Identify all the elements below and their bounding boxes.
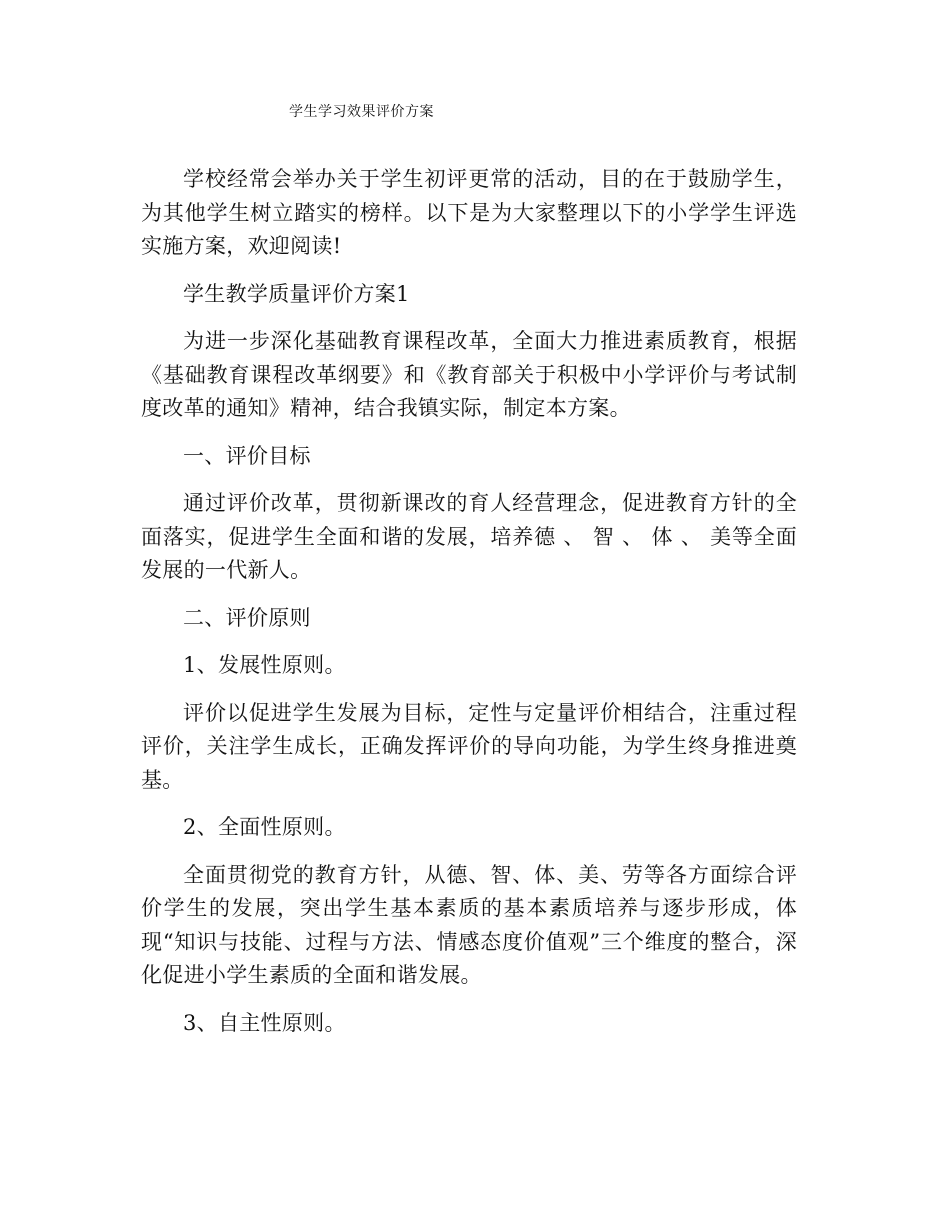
goals-paragraph: 通过评价改革，贯彻新课改的育人经营理念，促进教育方针的全面落实，促进学生全面和谐的发展，培养德 、 智 、 体 、 美等全面发展的一代新人。: [141, 491, 797, 582]
principle-comprehensive-paragraph: 全面贯彻党的教育方针，从德、智、体、美、劳等各方面综合评价学生的发展，突出学生基本素质的基本素质培养与逐步形成，体现“知识与技能、过程与方法、情感态度价值观”三个维度的整合，深化促进小学生素质的全面和谐发展。: [141, 862, 797, 987]
principle-heading-autonomy: 3、自主性原则。: [183, 1010, 346, 1035]
document-body: [141, 163, 797, 1054]
intro-paragraph: 学校经常会举办关于学生初评更常的活动，目的在于鼓励学生，为其他学生树立踏实的榜样。以下是为大家整理以下的小学学生评选实施方案，欢迎阅读!: [141, 167, 797, 258]
document-title: 学生学习效果评价方案: [289, 104, 434, 120]
purpose-paragraph: 为进一步深化基础教育课程改革，全面大力推进素质教育，根据《基础教育课程改革纲要》和《教育部关于积极中小学评价与考试制度改革的通知》精神，结合我镇实际，制定本方案。: [141, 329, 797, 420]
principle-heading-development: 1、发展性原则。: [183, 653, 346, 677]
section-heading-plan-1: 学生教学质量评价方案1: [183, 281, 410, 306]
principle-heading-comprehensive: 2、全面性原则。: [183, 815, 346, 839]
section-heading-goals: 一、评价目标: [183, 443, 311, 468]
principle-development-paragraph: 评价以促进学生发展为目标，定性与定量评价相结合，注重过程评价，关注学生成长，正确发挥评价的导向功能，为学生终身推进奠基。: [141, 700, 797, 792]
section-heading-principles: 二、评价原则: [183, 605, 311, 630]
